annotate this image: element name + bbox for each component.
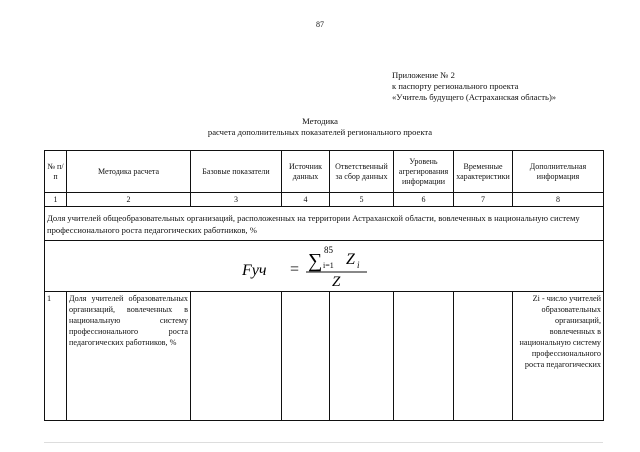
title-line-1: Методика: [302, 116, 338, 126]
appendix-line-3: «Учитель будущего (Астраханская область)»: [392, 92, 557, 102]
page-number: 87: [316, 20, 324, 29]
formula-denominator: Z: [332, 274, 341, 289]
row-source: [282, 292, 330, 421]
header-num: № п/п: [45, 151, 67, 193]
formula-equals: =: [290, 261, 300, 278]
row-additional: Zi - число учителей образовательных организаций, вовлеченных в национальную систему профессионального роста педагогических: [513, 292, 604, 421]
methodology-table: [44, 150, 604, 421]
column-number: 2: [67, 193, 191, 207]
formula-lhs: Fуч: [242, 262, 267, 279]
appendix-line-2: к паспорту регионального проекта: [392, 81, 519, 91]
appendix-line-1: Приложение № 2: [392, 70, 455, 80]
title-line-2: расчета дополнительных показателей регионального проекта: [207, 127, 433, 137]
row-number: 1: [45, 292, 67, 421]
row-responsible: [330, 292, 394, 421]
formula-sum: ∑: [308, 250, 323, 272]
column-number: 1: [45, 193, 67, 207]
table-row: [45, 292, 604, 421]
header-timing: Временные характеристики: [454, 151, 513, 193]
column-number: 7: [454, 193, 513, 207]
row-aggregation: [394, 292, 454, 421]
column-number-row: [45, 193, 604, 207]
formula-lower-limit: i=1: [323, 261, 334, 270]
header-method: Методика расчета: [67, 151, 191, 193]
formula-row: [45, 241, 604, 292]
column-number: 8: [513, 193, 604, 207]
formula-cell: [45, 241, 604, 292]
formula-numerator-index: i: [357, 260, 360, 270]
header-additional: Дополнительная информация: [513, 151, 604, 193]
header-responsible: Ответственный за сбор данных: [330, 151, 394, 193]
column-number: 6: [394, 193, 454, 207]
formula-upper-limit: 85: [324, 245, 333, 255]
header-source: Источник данных: [282, 151, 330, 193]
formula: [234, 243, 414, 289]
row-method: Доля учителей образовательных организаций, вовлеченных в национальную систему профессионального роста педагогических работников, %: [67, 292, 191, 421]
scan-artifact-line: [44, 442, 603, 443]
row-timing: [454, 292, 513, 421]
column-number: 3: [191, 193, 282, 207]
column-number: 4: [282, 193, 330, 207]
document-title: [0, 116, 640, 138]
formula-numerator-var: Z: [346, 251, 355, 268]
indicator-description-row: [45, 207, 604, 241]
column-number: 5: [330, 193, 394, 207]
appendix-block: [392, 70, 556, 103]
header-aggregation: Уровень агрегирования информации: [394, 151, 454, 193]
header-base: Базовые показатели: [191, 151, 282, 193]
header-row: [45, 151, 604, 193]
indicator-description: Доля учителей общеобразовательных организаций, расположенных на территории Астраханской области, вовлеченных в национальную систему профессионального роста педагогических работников, %: [45, 207, 604, 241]
row-base: [191, 292, 282, 421]
